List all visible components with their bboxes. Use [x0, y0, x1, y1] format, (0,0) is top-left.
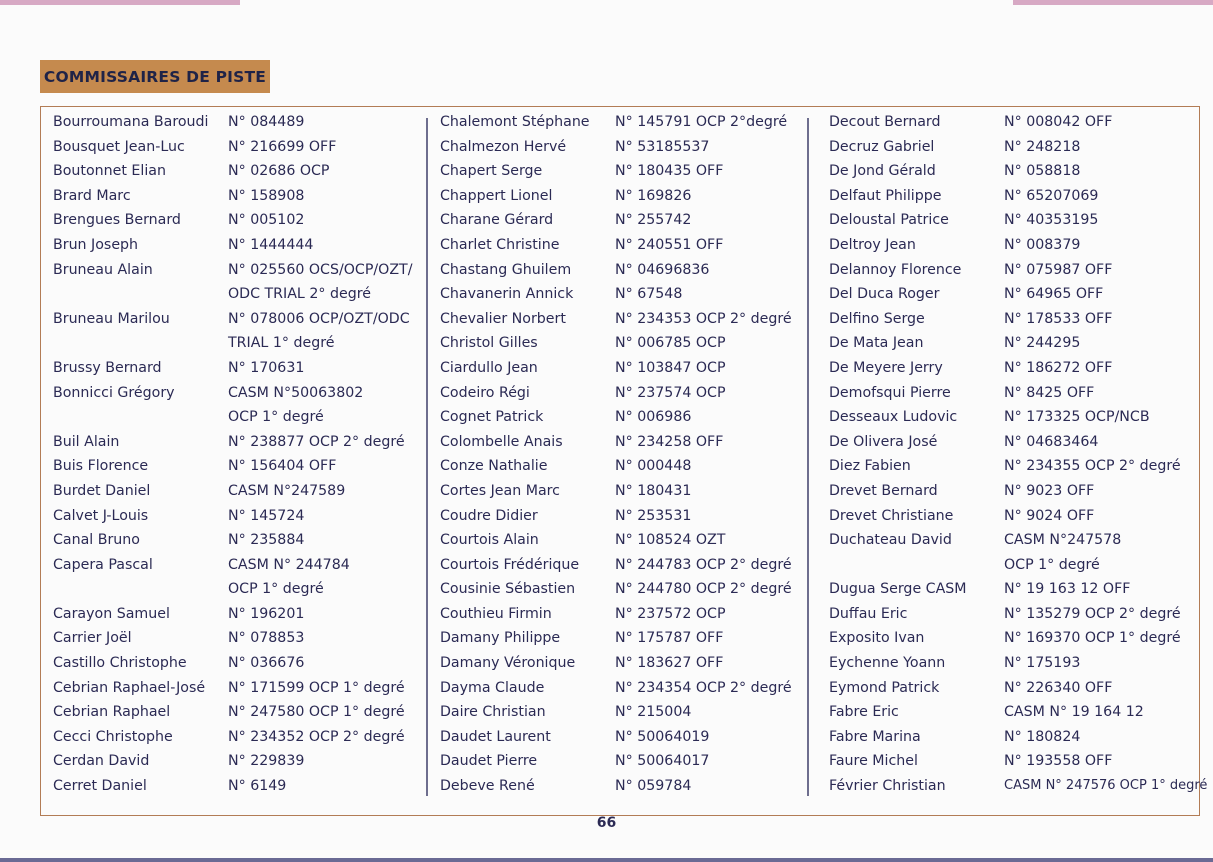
list-item: [829, 602, 1194, 627]
person-name: Dugua Serge CASM: [829, 581, 967, 598]
list-item: [440, 381, 800, 406]
list-item: [829, 651, 1194, 676]
person-name: Decout Bernard: [829, 114, 941, 130]
person-name: Daudet Laurent: [440, 728, 551, 745]
list-item: [829, 184, 1194, 209]
list-item: [829, 626, 1194, 651]
list-item: [440, 774, 800, 799]
license-number: N° 50064019: [615, 728, 710, 745]
list-item: [829, 208, 1194, 233]
list-item: [53, 725, 418, 750]
license-number: N° 67548: [615, 286, 683, 303]
column-1: [53, 110, 418, 799]
person-name: Cerret Daniel: [53, 778, 147, 795]
list-item: [53, 258, 418, 283]
license-number: N° 53185537: [615, 138, 710, 155]
license-number: N° 183627 OFF: [615, 655, 724, 672]
person-name: Chappert Lionel: [440, 187, 553, 204]
person-name: Chevalier Norbert: [440, 310, 566, 327]
license-number: N° 237572 OCP: [615, 605, 726, 622]
license-number: N° 058818: [1004, 163, 1081, 180]
column-3: [829, 110, 1208, 799]
person-name: Dayma Claude: [440, 679, 545, 696]
license-number: N° 145791 OCP 2°degré: [615, 114, 788, 130]
person-name: Debeve René: [440, 778, 535, 795]
list-item: [53, 479, 418, 504]
person-name: Chastang Ghuilem: [440, 261, 572, 278]
top-accent-right: [1013, 0, 1213, 5]
list-item: [440, 135, 800, 160]
list-item: [440, 504, 800, 529]
person-name: Bourroumana Baroudi: [53, 114, 209, 130]
person-name: Coudre Didier: [440, 507, 538, 524]
list-item: [53, 430, 418, 455]
list-item: [53, 553, 418, 578]
person-name: Deloustal Patrice: [829, 212, 949, 229]
person-name: Damany Philippe: [440, 630, 561, 647]
list-item: [53, 504, 418, 529]
license-number: N° 178533 OFF: [1004, 310, 1113, 327]
license-number: N° 255742: [615, 212, 692, 229]
list-item: [53, 110, 418, 135]
person-name: Chalmezon Hervé: [440, 138, 567, 155]
column-2: [440, 110, 800, 799]
list-item: [440, 528, 800, 553]
list-item: [829, 381, 1194, 406]
person-name: Chalemont Stéphane: [440, 114, 590, 130]
person-name: Cousinie Sébastien: [440, 581, 576, 598]
list-item: [829, 528, 1194, 553]
list-item: [53, 626, 418, 651]
license-number: N° 193558 OFF: [1004, 753, 1113, 770]
license-number: N° 9024 OFF: [1004, 507, 1095, 524]
license-number: N° 248218: [1004, 138, 1081, 155]
list-item: [440, 282, 800, 307]
license-number: N° 04696836: [615, 261, 710, 278]
list-item: [440, 602, 800, 627]
person-name: Colombelle Anais: [440, 433, 563, 450]
person-name: Bruneau Alain: [53, 261, 153, 278]
list-item: [440, 208, 800, 233]
person-name: Calvet J-Louis: [53, 507, 149, 524]
person-name: Christol Gilles: [440, 335, 538, 352]
license-number: N° 240551 OFF: [615, 236, 724, 253]
list-item: [829, 430, 1194, 455]
license-number: N° 171599 OCP 1° degré: [228, 679, 405, 696]
license-number: N° 216699 OFF: [228, 138, 337, 155]
list-item: [53, 233, 418, 258]
license-number: N° 158908: [228, 187, 305, 204]
list-item: [440, 749, 800, 774]
list-item: [829, 676, 1194, 701]
license-number: N° 6149: [228, 778, 287, 795]
list-item: [440, 356, 800, 381]
license-number: N° 008379: [1004, 236, 1081, 253]
person-name: Exposito Ivan: [829, 630, 925, 647]
person-name: Charane Gérard: [440, 212, 554, 229]
list-item: [829, 307, 1194, 332]
license-number: N° 237574 OCP: [615, 384, 726, 401]
license-number: N° 234352 OCP 2° degré: [228, 728, 405, 745]
license-number: N° 180431: [615, 482, 692, 499]
person-name: Desseaux Ludovic: [829, 409, 958, 426]
license-number: N° 059784: [615, 778, 692, 795]
person-name: Delfino Serge: [829, 310, 925, 327]
list-item: [829, 553, 1194, 578]
list-item: [440, 725, 800, 750]
person-name: De Olivera José: [829, 433, 938, 450]
person-name: Fabre Eric: [829, 704, 899, 721]
list-item: [829, 282, 1194, 307]
person-name: Chavanerin Annick: [440, 286, 574, 303]
license-number: N° 175193: [1004, 655, 1081, 672]
license-number: N° 253531: [615, 507, 692, 524]
person-name: Demofsqui Pierre: [829, 384, 951, 401]
list-item: [53, 405, 418, 430]
person-name: Courtois Alain: [440, 532, 539, 549]
list-item: [440, 430, 800, 455]
license-number: N° 226340 OFF: [1004, 679, 1113, 696]
license-number: CASM N°247589: [228, 482, 346, 499]
license-number: N° 075987 OFF: [1004, 261, 1113, 278]
license-number: N° 65207069: [1004, 187, 1099, 204]
person-name: Drevet Bernard: [829, 482, 938, 499]
person-name: Eychenne Yoann: [829, 655, 946, 672]
list-item: [829, 454, 1194, 479]
license-number: OCP 1° degré: [1004, 556, 1100, 573]
license-number: N° 084489: [228, 114, 305, 130]
license-number: CASM N°50063802: [228, 384, 364, 401]
license-number: N° 169826: [615, 187, 692, 204]
list-item: [829, 356, 1194, 381]
list-item: [53, 159, 418, 184]
license-number: N° 215004: [615, 704, 692, 721]
list-item: [440, 651, 800, 676]
list-item: [440, 233, 800, 258]
list-item: [829, 110, 1194, 135]
license-number: N° 244295: [1004, 335, 1081, 352]
license-number: N° 196201: [228, 605, 305, 622]
list-item: [53, 307, 418, 332]
person-name: Bousquet Jean-Luc: [53, 138, 185, 155]
list-item: [829, 504, 1194, 529]
list-item: [440, 479, 800, 504]
license-number: N° 234353 OCP 2° degré: [615, 310, 792, 327]
license-number: N° 19 163 12 OFF: [1004, 581, 1131, 598]
person-name: Cebrian Raphael-José: [53, 679, 206, 696]
person-name: Chapert Serge: [440, 163, 543, 180]
person-name: Brussy Bernard: [53, 359, 162, 376]
list-item: [829, 405, 1194, 430]
list-item: [829, 774, 1208, 799]
person-name: Eymond Patrick: [829, 679, 940, 696]
person-name: Couthieu Firmin: [440, 605, 552, 622]
license-number: N° 036676: [228, 655, 305, 672]
person-name: Delfaut Philippe: [829, 187, 942, 204]
top-accent-left: [0, 0, 240, 5]
license-number: OCP 1° degré: [228, 409, 324, 426]
license-number: N° 145724: [228, 507, 305, 524]
license-number: CASM N°247578: [1004, 532, 1122, 549]
list-item: [440, 307, 800, 332]
license-number: N° 108524 OZT: [615, 532, 726, 549]
license-number: CASM N° 244784: [228, 556, 350, 573]
license-number: N° 006785 OCP: [615, 335, 726, 352]
person-name: Carrier Joël: [53, 630, 132, 647]
person-name: Bruneau Marilou: [53, 310, 170, 327]
person-name: Drevet Christiane: [829, 507, 954, 524]
list-item: [53, 602, 418, 627]
person-name: De Mata Jean: [829, 335, 924, 352]
license-number: CASM N° 19 164 12: [1004, 704, 1144, 721]
license-number: N° 173325 OCP/NCB: [1004, 409, 1150, 426]
person-name: Cortes Jean Marc: [440, 482, 560, 499]
list-item: [53, 676, 418, 701]
license-number: N° 9023 OFF: [1004, 482, 1095, 499]
person-name: Buil Alain: [53, 433, 120, 450]
license-number: N° 235884: [228, 532, 305, 549]
person-name: Capera Pascal: [53, 556, 153, 573]
person-name: Février Christian: [829, 778, 946, 795]
section-heading: COMMISSAIRES DE PISTE: [40, 60, 270, 93]
license-number: N° 244783 OCP 2° degré: [615, 556, 792, 573]
license-number: N° 156404 OFF: [228, 458, 337, 475]
list-item: [829, 258, 1194, 283]
license-number: N° 186272 OFF: [1004, 359, 1113, 376]
list-item: [829, 233, 1194, 258]
list-item: [53, 184, 418, 209]
person-name: Charlet Christine: [440, 236, 560, 253]
license-number: N° 175787 OFF: [615, 630, 724, 647]
person-name: Bonnicci Grégory: [53, 384, 175, 401]
person-name: Delannoy Florence: [829, 261, 962, 278]
person-name: De Meyere Jerry: [829, 359, 943, 376]
person-name: Conze Nathalie: [440, 458, 548, 475]
person-name: Brengues Bernard: [53, 212, 181, 229]
list-item: [440, 331, 800, 356]
list-item: [440, 676, 800, 701]
person-name: Diez Fabien: [829, 458, 911, 475]
license-number: N° 234355 OCP 2° degré: [1004, 458, 1181, 475]
person-name: Brard Marc: [53, 187, 131, 204]
person-name: De Jond Gérald: [829, 163, 936, 180]
person-name: Codeiro Régi: [440, 384, 530, 401]
person-name: Daire Christian: [440, 704, 546, 721]
license-number: N° 64965 OFF: [1004, 286, 1104, 303]
list-item: [53, 749, 418, 774]
list-item: [440, 454, 800, 479]
license-number: TRIAL 1° degré: [228, 335, 335, 352]
column-divider: [426, 118, 428, 796]
list-item: [53, 454, 418, 479]
list-item: [829, 725, 1194, 750]
license-number: N° 169370 OCP 1° degré: [1004, 630, 1181, 647]
list-item: [440, 626, 800, 651]
license-number: N° 180824: [1004, 728, 1081, 745]
person-name: Brun Joseph: [53, 236, 139, 253]
license-number: N° 170631: [228, 359, 305, 376]
list-item: [53, 651, 418, 676]
person-name: Cerdan David: [53, 753, 150, 770]
license-number: N° 135279 OCP 2° degré: [1004, 605, 1181, 622]
list-item: [53, 528, 418, 553]
license-number: N° 247580 OCP 1° degré: [228, 704, 405, 721]
bottom-accent: [0, 858, 1213, 862]
person-name: Burdet Daniel: [53, 482, 151, 499]
person-name: Decruz Gabriel: [829, 138, 935, 155]
person-name: Courtois Frédérique: [440, 556, 580, 573]
person-name: Boutonnet Elian: [53, 163, 166, 180]
license-number: N° 000448: [615, 458, 692, 475]
license-number: N° 234354 OCP 2° degré: [615, 679, 792, 696]
list-item: [829, 577, 1194, 602]
person-name: Cebrian Raphael: [53, 704, 171, 721]
list-item: [829, 700, 1194, 725]
list-item: [53, 774, 418, 799]
list-item: [53, 208, 418, 233]
list-item: [440, 258, 800, 283]
person-name: Castillo Christophe: [53, 655, 187, 672]
person-name: Daudet Pierre: [440, 753, 538, 770]
license-number: N° 078853: [228, 630, 305, 647]
list-item: [440, 110, 800, 135]
license-number: N° 025560 OCS/OCP/OZT/: [228, 261, 413, 278]
list-item: [440, 159, 800, 184]
person-name: Faure Michel: [829, 753, 918, 770]
license-number: N° 8425 OFF: [1004, 384, 1095, 401]
license-number: CASM N° 247576 OCP 1° degré: [1004, 778, 1208, 794]
list-item: [53, 135, 418, 160]
list-item: [829, 159, 1194, 184]
license-number: N° 103847 OCP: [615, 359, 726, 376]
person-name: Cecci Christophe: [53, 728, 173, 745]
license-number: N° 180435 OFF: [615, 163, 724, 180]
list-item: [53, 577, 418, 602]
list-item: [829, 749, 1194, 774]
list-item: [829, 331, 1194, 356]
list-item: [440, 577, 800, 602]
person-name: Del Duca Roger: [829, 286, 940, 303]
list-item: [53, 282, 418, 307]
person-name: Carayon Samuel: [53, 605, 170, 622]
list-item: [440, 184, 800, 209]
license-number: N° 078006 OCP/OZT/ODC: [228, 310, 410, 327]
license-number: N° 238877 OCP 2° degré: [228, 433, 405, 450]
license-number: N° 006986: [615, 409, 692, 426]
person-name: Damany Véronique: [440, 655, 576, 672]
license-number: N° 50064017: [615, 753, 710, 770]
person-name: Deltroy Jean: [829, 236, 916, 253]
license-number: N° 02686 OCP: [228, 163, 330, 180]
list-item: [53, 356, 418, 381]
license-number: N° 1444444: [228, 236, 314, 253]
license-number: N° 005102: [228, 212, 305, 229]
license-number: N° 04683464: [1004, 433, 1099, 450]
person-name: Cognet Patrick: [440, 409, 544, 426]
list-item: [440, 553, 800, 578]
person-name: Fabre Marina: [829, 728, 921, 745]
license-number: ODC TRIAL 2° degré: [228, 286, 371, 303]
list-item: [440, 700, 800, 725]
license-number: N° 244780 OCP 2° degré: [615, 581, 792, 598]
column-divider: [807, 118, 809, 796]
license-number: N° 008042 OFF: [1004, 114, 1113, 130]
page-number: 66: [596, 815, 617, 831]
list-item: [829, 479, 1194, 504]
license-number: N° 40353195: [1004, 212, 1099, 229]
license-number: N° 234258 OFF: [615, 433, 724, 450]
license-number: OCP 1° degré: [228, 581, 324, 598]
list-item: [53, 700, 418, 725]
list-item: [829, 135, 1194, 160]
person-name: Duchateau David: [829, 532, 952, 549]
person-name: Ciardullo Jean: [440, 359, 538, 376]
person-name: Canal Bruno: [53, 532, 140, 549]
list-item: [53, 331, 418, 356]
person-name: Buis Florence: [53, 458, 149, 475]
list-item: [53, 381, 418, 406]
list-item: [440, 405, 800, 430]
license-number: N° 229839: [228, 753, 305, 770]
person-name: Duffau Eric: [829, 605, 908, 622]
